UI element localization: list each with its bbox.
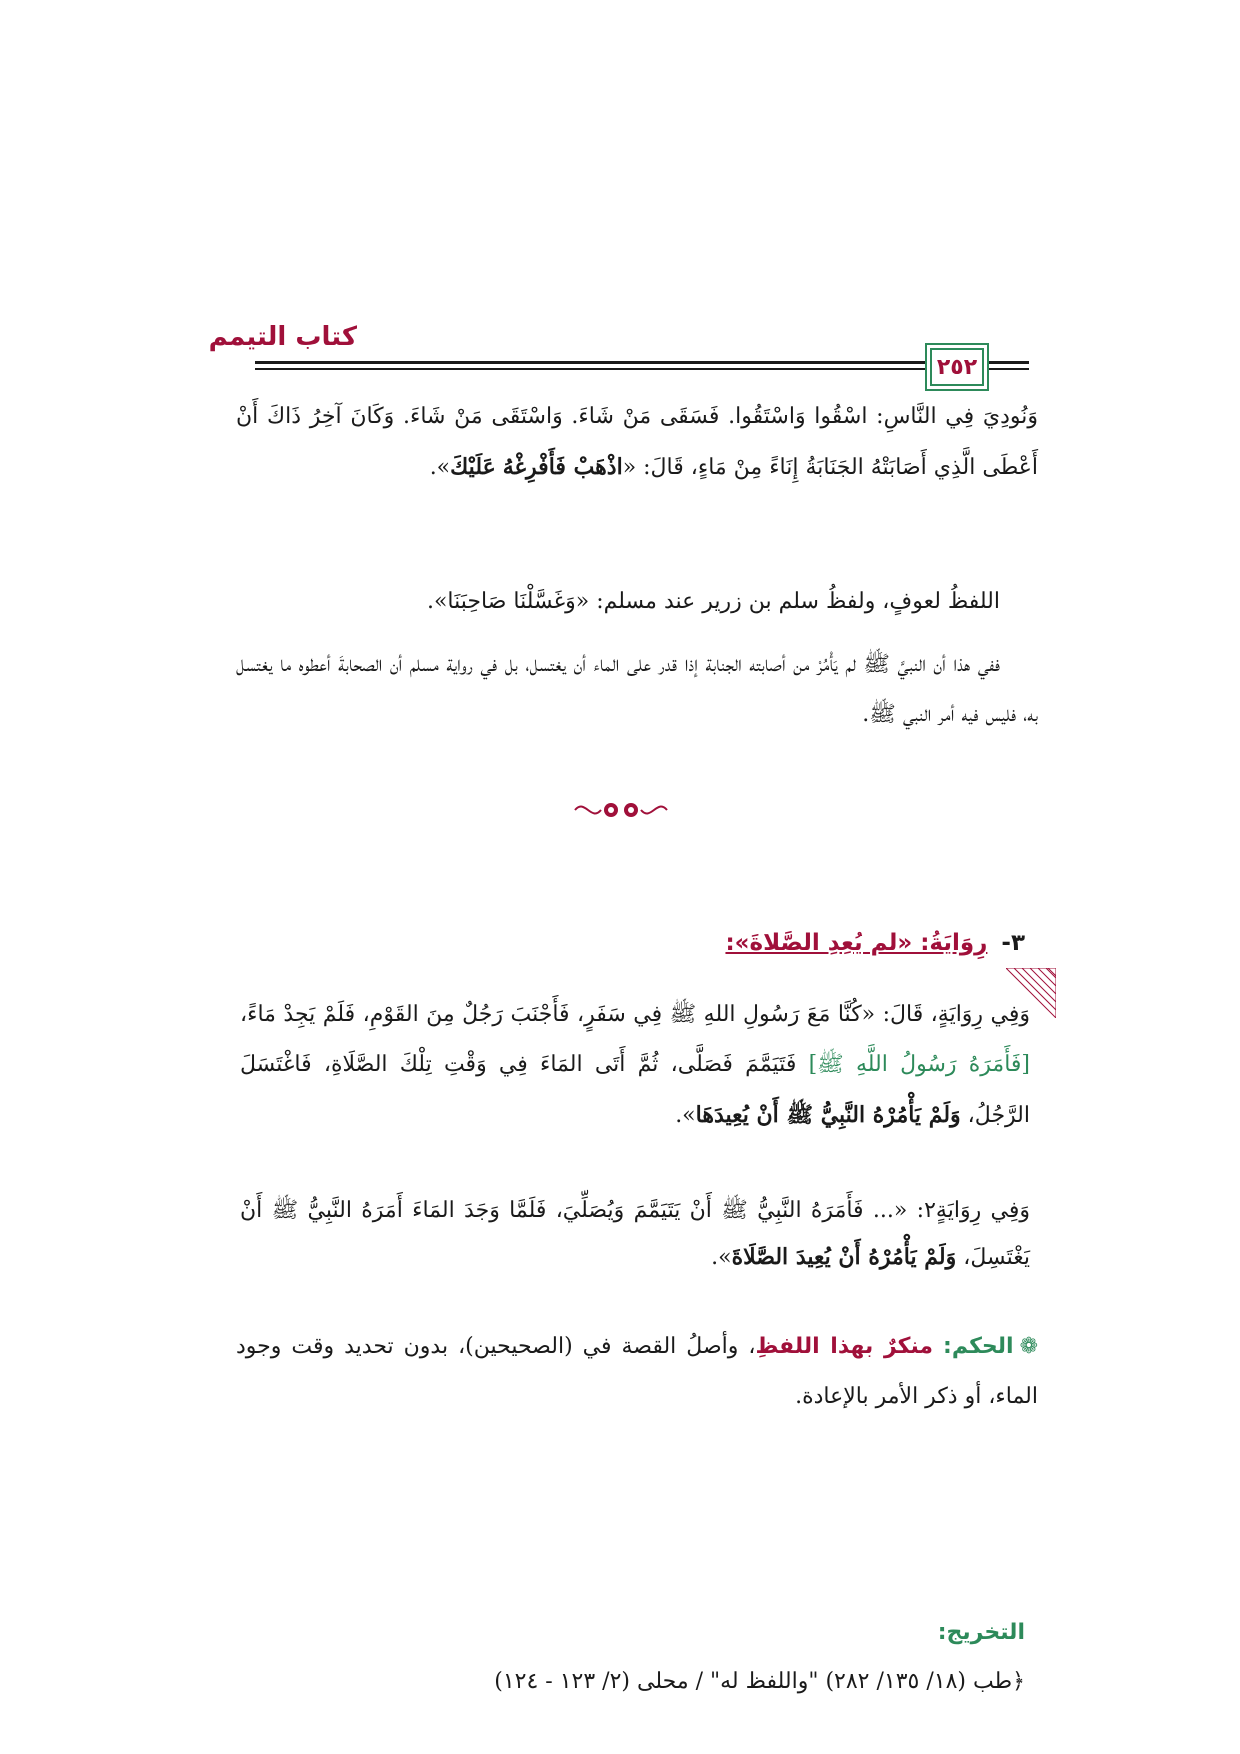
para1-line1: وَنُودِيَ فِي النَّاسِ: اسْقُوا وَاسْتَقُوا. فَسَقَى مَنْ شَاءَ. وَاسْتَقَى مَنْ شَاءَ. وَكَانَ: [350, 404, 1038, 429]
para3-end: ﷺ.: [862, 702, 896, 727]
header-rule-thin: [255, 368, 1029, 370]
paragraph-hadith-end: [236, 392, 1038, 493]
ruling-verdict: منكرٌ بهذا اللفظِ: [755, 1334, 934, 1359]
header-rule: [255, 361, 1029, 364]
quote1-bold: وَلَمْ يَأْمُرْهُ النَّبِيُّ ﷺ أَنْ يُعِيدَهَا: [695, 1102, 961, 1128]
ruling-label: الحكم:: [943, 1334, 1014, 1359]
section-heading: [725, 930, 1025, 956]
quote1-close: ».: [675, 1103, 696, 1128]
quote1-text: وَفِي رِوَايَةٍ، قَالَ: «كُنَّا مَعَ رَسُولِ اللهِ ﷺ فِي سَفَرٍ، فَأَجْنَبَ رَجُلٌ مِنَ القَوْمِ، فَلَمْ يَجِدْ مَاءً،: [240, 1002, 1030, 1027]
chapter-title: كتاب التيمم: [208, 322, 357, 352]
quote2-text: وَفِي رِوَايَةٍ٢: «... فَأَمَرَهُ النَّبِيُّ ﷺ أَنْ يَتَيَمَّمَ وَيُصَلِّيَ، فَلَمَّا وَجَدَ المَاءَ أَمَرَهُ النَّبِيُّ ﷺ أَنْ يَغْتَسِلَ،: [240, 1198, 1031, 1270]
quote1-bracket: [فَأَمَرَهُ رَسُولُ اللَّهِ ﷺ]: [808, 1052, 1030, 1077]
rosette-icon: ❁: [1019, 1334, 1038, 1359]
quote2-close: ».: [711, 1245, 732, 1270]
para1-close: ».: [429, 455, 451, 480]
ruling-paragraph: [236, 1322, 1038, 1422]
section-label: رِوَايَةُ: «لم يُعِدِ الصَّلاةَ»:: [725, 930, 988, 956]
ruling-text: ، وأصلُ القصة في (الصحيحين)، بدون تحديد وقت وجود الماء، أو ذكر الأمر بالإعادة.: [236, 1334, 1038, 1409]
quote-narration-1: [240, 990, 1030, 1141]
section-number: ٣-: [1001, 930, 1025, 956]
ornament-divider-icon: [571, 790, 671, 830]
para1-line2: آخِرُ ذَاكَ أَنْ أَعْطَى الَّذِي أَصَابَتْهُ الجَنَابَةُ إِنَاءً مِنْ مَاءٍ، قَالَ: «: [236, 404, 1038, 480]
page-number-box: [925, 343, 989, 391]
quote-narration-2: [240, 1188, 1030, 1281]
page-number: ٢٥٢: [936, 354, 978, 380]
para3-text: ففي هذا أن النبيَّ ﷺ لم يَأْمُرْ من أصابته الجنابة إذا قدر على الماء أن يغتسل، بل في رواية مسلم أن الصحابةَ أعطوه ما يغتسل به، فليس فيه أمر النبي: [236, 652, 1038, 727]
para1-bold-end: عَلَيْكَ: [450, 454, 496, 480]
para1-bold: اذْهَبْ فَأَفْرِغْهُ: [502, 454, 623, 480]
quote1-text-b: فَتَيَمَّمَ فَصَلَّى، ثُمَّ أَتَى المَاءَ فِي وَقْتِ تِلْكَ الصَّلَاةِ، فَاغْتَسَلَ الرَّجُلُ،: [240, 1052, 1030, 1128]
takhrij-label: التخريج:: [937, 1620, 1025, 1645]
quote2-bold: وَلَمْ يَأْمُرْهُ أَنْ يُعِيدَ الصَّلَاةَ: [731, 1244, 957, 1270]
takhrij-line: ﴿طب (١٨/ ١٣٥/ ٢٨٢) "واللفظ له" / محلى (٢/ ١٢٣ - ١٢٤): [494, 1669, 1025, 1694]
paragraph-commentary: [236, 640, 1038, 740]
paragraph-wording-note: اللفظُ لعوفٍ، ولفظُ سلم بن زرير عند مسلم: «وَغَسَّلْنَا صَاحِبَنَا».: [426, 589, 1000, 614]
